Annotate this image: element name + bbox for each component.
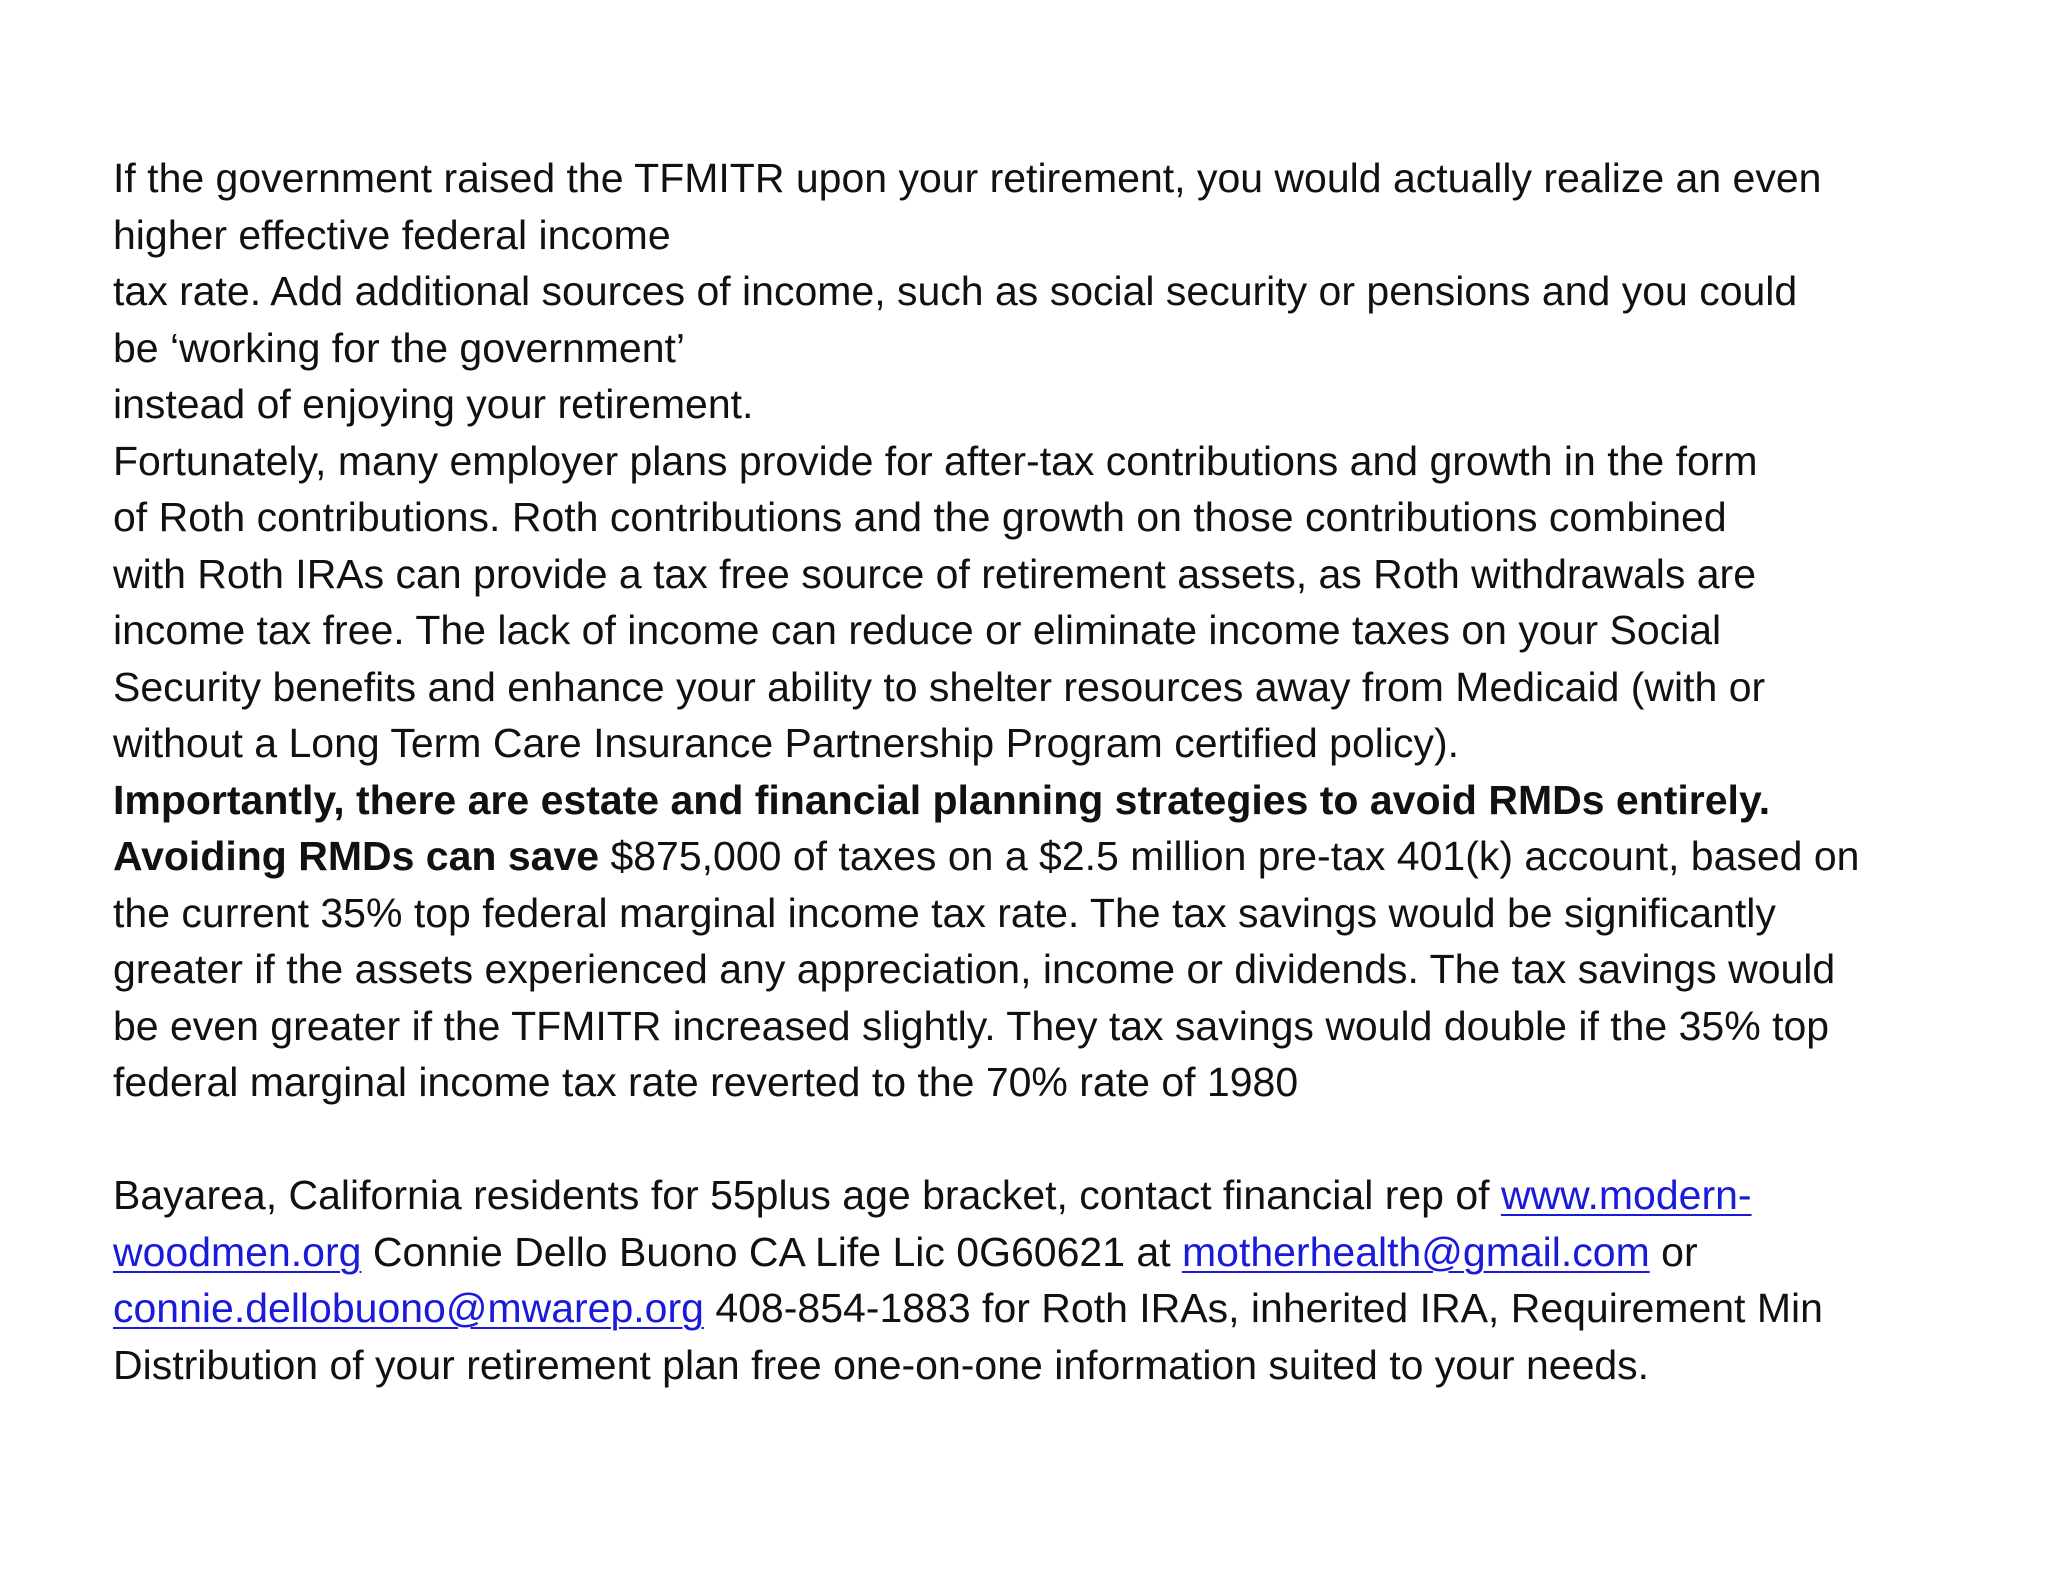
text-line: Distribution of your retirement plan free one-on-one information suited to your needs. bbox=[113, 1341, 1650, 1388]
paragraph-avoid-rmds bbox=[113, 772, 1943, 1111]
website-link[interactable]: www.modern- bbox=[1500, 1172, 1752, 1218]
text-line: of Roth contributions. Roth contributions and the growth on those contributions combined bbox=[113, 494, 1727, 540]
text-line: with Roth IRAs can provide a tax free source of retirement assets, as Roth withdrawals are bbox=[113, 550, 1757, 597]
website-link-continued[interactable]: woodmen.org bbox=[113, 1228, 362, 1275]
text-line: higher effective federal income bbox=[113, 211, 671, 258]
text-line bbox=[113, 828, 1943, 885]
lead-rest: $875,000 of taxes on a $2.5 million pre-tax 401(k) account, based on bbox=[599, 833, 1860, 879]
text-line: instead of enjoying your retirement. bbox=[113, 381, 754, 427]
text-line: without a Long Term Care Insurance Partnership Program certified policy). bbox=[113, 720, 1460, 766]
paragraph-roth-contributions bbox=[113, 433, 1943, 772]
text-line: be ‘working for the government’ bbox=[113, 324, 686, 371]
contact-license: Connie Dello Buono CA Life Lic 0G60621 at bbox=[361, 1228, 1182, 1275]
contact-phone: 408-854-1883 for Roth IRAs, inherited IRA, Requirement Min bbox=[703, 1285, 1823, 1331]
text-line: the current 35% top federal marginal income tax rate. The tax savings would be significantly bbox=[113, 889, 1776, 936]
spacer bbox=[113, 1111, 1943, 1168]
paragraph-contact bbox=[113, 1167, 1943, 1393]
text-line bbox=[113, 1167, 1943, 1224]
bold-statement: Importantly, there are estate and financial planning strategies to avoid RMDs entirely. bbox=[113, 776, 1771, 823]
text-line bbox=[113, 1224, 1943, 1281]
text-line: greater if the assets experienced any appreciation, income or dividends. The tax savings would bbox=[113, 946, 1836, 992]
text-line: be even greater if the TFMITR increased slightly. They tax savings would double if the 35% top bbox=[113, 1002, 1830, 1049]
paragraph-retirement-tax bbox=[113, 150, 1943, 433]
email-link-gmail[interactable]: motherhealth@gmail.com bbox=[1181, 1228, 1650, 1275]
email-link-mwarep[interactable]: connie.dellobuono@mwarep.org bbox=[113, 1285, 704, 1331]
contact-intro: Bayarea, California residents for 55plus age bracket, contact financial rep of bbox=[113, 1172, 1501, 1218]
bold-lead: Avoiding RMDs can save bbox=[113, 833, 600, 879]
text-line bbox=[113, 1280, 1943, 1337]
text-line: income tax free. The lack of income can reduce or eliminate income taxes on your Social bbox=[113, 607, 1722, 653]
text-line: Fortunately, many employer plans provide for after-tax contributions and growth in the form bbox=[113, 437, 1758, 484]
text-line: If the government raised the TFMITR upon your retirement, you would actually realize an even bbox=[113, 155, 1822, 201]
contact-or: or bbox=[1649, 1228, 1698, 1275]
text-line: Security benefits and enhance your ability to shelter resources away from Medicaid (with or bbox=[113, 663, 1766, 710]
text-line: federal marginal income tax rate reverted to the 70% rate of 1980 bbox=[113, 1059, 1299, 1105]
text-line: tax rate. Add additional sources of income, such as social security or pensions and you could bbox=[113, 268, 1798, 314]
document-page bbox=[113, 150, 1943, 1393]
